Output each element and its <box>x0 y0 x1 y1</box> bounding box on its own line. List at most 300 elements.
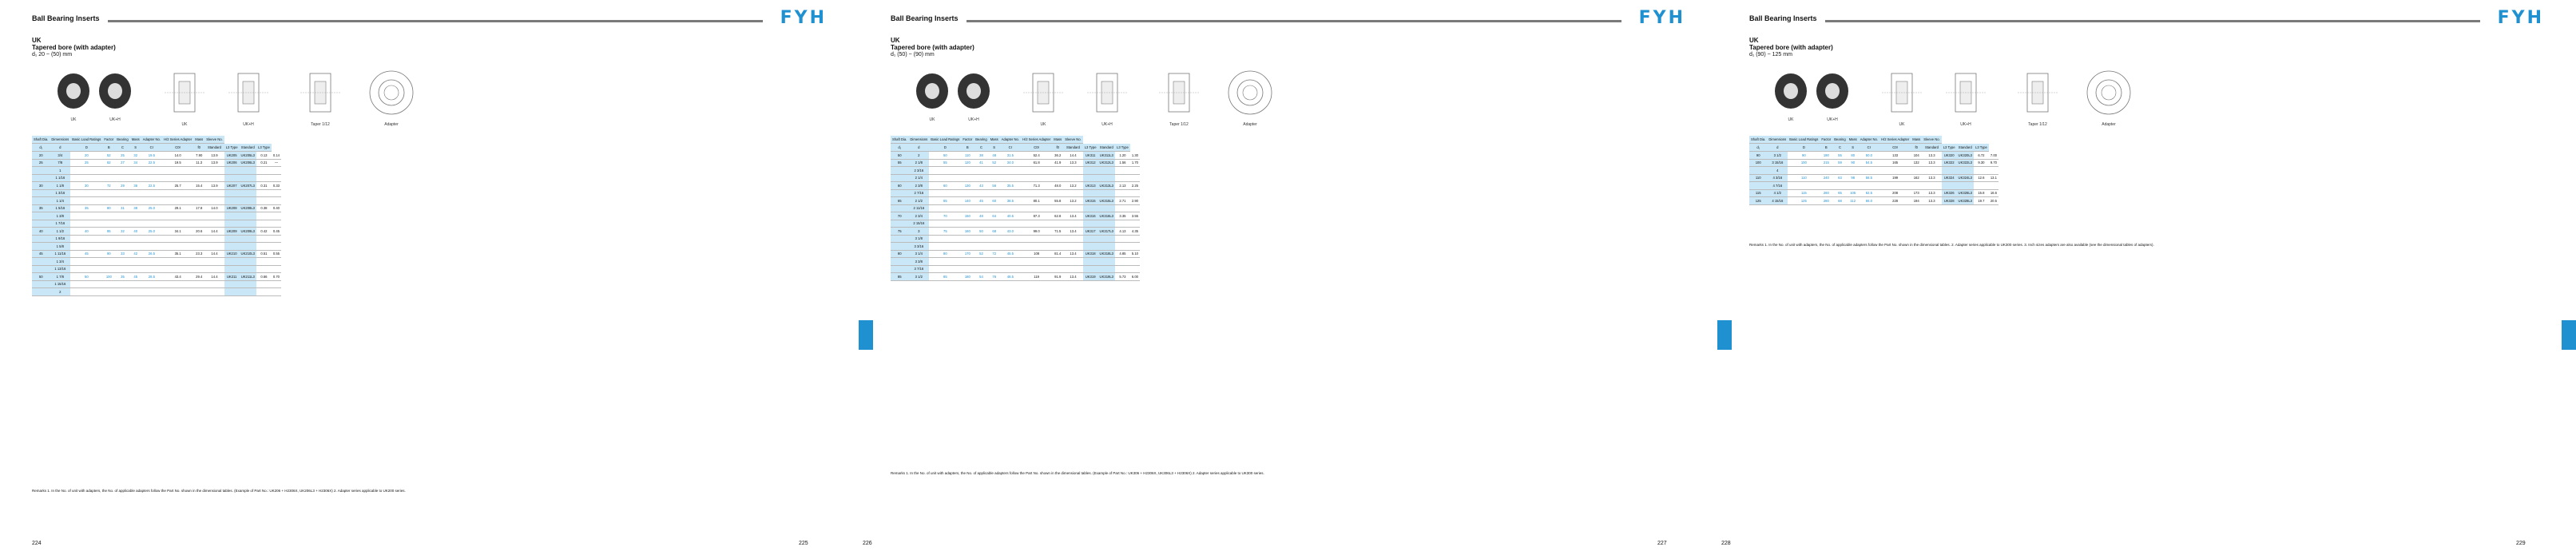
table-cell <box>115 212 129 220</box>
table-cell <box>162 280 193 288</box>
figure-section <box>160 69 209 127</box>
table-cell: UK319L3 <box>1098 273 1115 281</box>
shaft-dia-inch: 2 1/8 <box>908 159 929 167</box>
table-cell <box>929 167 961 175</box>
table-cell <box>130 288 141 296</box>
table-cell <box>240 235 256 243</box>
table-cell <box>1021 243 1052 251</box>
table-cell <box>974 174 988 182</box>
dimension-table <box>32 136 281 296</box>
figure-sleeve <box>1154 69 1204 127</box>
table-cell <box>974 220 988 228</box>
table-cell: 11.3 <box>193 159 204 167</box>
table-cell <box>102 258 115 266</box>
shaft-dia-inch: 1 5/16 <box>50 204 70 212</box>
table-cell <box>102 288 115 296</box>
table-cell <box>256 167 272 175</box>
shaft-dia-inch: 4 <box>1767 167 1788 175</box>
table-cell: 30 <box>70 182 102 190</box>
figure-sleeve <box>2013 69 2062 127</box>
table-header: d₁ <box>1749 144 1767 152</box>
table-row <box>32 265 281 273</box>
table-header: H/2 Series Adapter <box>1879 136 1911 144</box>
table-cell <box>224 197 240 205</box>
table-cell <box>1130 235 1140 243</box>
table-header-row <box>891 144 1140 152</box>
table-cell <box>224 280 240 288</box>
table-cell: 56 <box>989 182 1000 190</box>
figures <box>56 69 679 125</box>
table-row <box>891 152 1140 160</box>
shaft-dia-mm: 115 <box>1749 189 1767 197</box>
table-row <box>891 167 1140 175</box>
table-row <box>32 212 281 220</box>
table-cell: 133 <box>1879 152 1911 160</box>
shaft-dia-mm <box>891 258 908 266</box>
table-header: B <box>102 144 115 152</box>
table-cell <box>1021 204 1052 212</box>
table-header: Factor <box>102 136 115 144</box>
table-cell <box>961 220 974 228</box>
table-cell: 52 <box>989 159 1000 167</box>
table-cell: 110 <box>961 152 974 160</box>
header-title: Ball Bearing Inserts <box>32 14 100 22</box>
side-tab <box>859 320 873 350</box>
table-cell: 52.4 <box>1021 152 1052 160</box>
table-cell: 0.45 <box>272 228 281 236</box>
table-cell <box>272 288 281 296</box>
table-cell <box>256 243 272 251</box>
table-cell <box>1021 174 1052 182</box>
table-cell: 13.1 <box>1989 174 1998 182</box>
table-cell: 52 <box>974 250 988 258</box>
table-cell: 91.9 <box>1052 273 1063 281</box>
table-cell <box>1098 235 1115 243</box>
table-cell <box>1052 243 1063 251</box>
shaft-dia-mm: 75 <box>891 228 908 236</box>
table-cell: 13.3 <box>1922 189 1941 197</box>
table-cell <box>989 243 1000 251</box>
shaft-dia-inch: 1 7/8 <box>50 273 70 281</box>
shaft-dia-mm <box>32 189 50 197</box>
table-row <box>891 243 1140 251</box>
table-cell <box>1922 167 1941 175</box>
table-row <box>891 235 1140 243</box>
table-cell <box>1000 265 1021 273</box>
table-cell <box>1098 258 1115 266</box>
table-cell: UK324L3 <box>1957 174 1974 182</box>
figure-caption: UK <box>1788 117 1794 122</box>
table-cell: UK315 <box>1083 197 1098 205</box>
table-cell <box>1021 235 1052 243</box>
table-cell <box>929 174 961 182</box>
table-cell: UK320L3 <box>1957 152 1974 160</box>
table-header-row <box>1749 136 1998 144</box>
shaft-dia-inch: 1 <box>50 167 70 175</box>
page-228 <box>1717 0 2576 559</box>
figure-caption: UK <box>1040 122 1046 127</box>
table-cell <box>102 189 115 197</box>
table-cell <box>974 265 988 273</box>
table-cell <box>929 235 961 243</box>
table-cell: 0.33 <box>272 182 281 190</box>
table-cell: 80.1 <box>1021 197 1052 205</box>
table-cell <box>102 280 115 288</box>
table-cell <box>272 212 281 220</box>
table-cell: 81.4 <box>1052 250 1063 258</box>
table-cell <box>1879 167 1911 175</box>
shaft-dia-mm: 25 <box>32 159 50 167</box>
table-cell: 29.4 <box>193 273 204 281</box>
table-cell: 65 <box>929 197 961 205</box>
table-cell: 2.25 <box>1130 182 1140 190</box>
table-cell <box>1098 167 1115 175</box>
table-cell <box>130 220 141 228</box>
table-cell: 45 <box>70 250 102 258</box>
table-cell: 2.13 <box>1115 182 1130 190</box>
table-header: C <box>974 144 988 152</box>
table-cell: 13.2 <box>1063 182 1082 190</box>
table-cell <box>193 167 204 175</box>
table-cell: 15.8 <box>1974 189 1989 197</box>
table-cell <box>141 265 162 273</box>
table-cell <box>162 258 193 266</box>
shaft-dia-inch: 1 7/16 <box>50 220 70 228</box>
table-cell <box>1083 235 1098 243</box>
table-header: D <box>1788 144 1820 152</box>
table-cell <box>240 220 256 228</box>
table-cell <box>204 197 224 205</box>
table-cell <box>204 265 224 273</box>
table-cell <box>141 288 162 296</box>
shaft-dia-mm: 80 <box>891 250 908 258</box>
table-cell: 85 <box>929 273 961 281</box>
table-cell: 14.4 <box>204 228 224 236</box>
table-cell <box>141 174 162 182</box>
table-header: Standard <box>1957 144 1974 152</box>
shaft-dia-mm <box>32 220 50 228</box>
table-cell: 66.0 <box>1859 197 1879 205</box>
table-cell <box>272 174 281 182</box>
shaft-dia-inch: 3/4 <box>50 152 70 160</box>
shaft-dia-inch: 1 11/16 <box>50 250 70 258</box>
table-cell <box>102 174 115 182</box>
table-cell <box>141 258 162 266</box>
page-header <box>1749 8 2544 28</box>
table-cell <box>1083 258 1098 266</box>
table-header: H/2 Series Adapter <box>1021 136 1052 144</box>
table-cell: 13.4 <box>1063 273 1082 281</box>
table-cell: 40.5 <box>1000 212 1021 220</box>
table-cell: 9.30 <box>1974 159 1989 167</box>
table-cell: 13.3 <box>1922 197 1941 205</box>
table-cell <box>115 288 129 296</box>
table-header: C0r <box>1879 144 1911 152</box>
table-cell: 65 <box>1832 189 1847 197</box>
table-row <box>1749 159 1998 167</box>
table-row <box>32 250 281 258</box>
table-cell <box>1115 265 1130 273</box>
figures <box>1773 69 2396 125</box>
table-cell <box>1083 189 1098 197</box>
table-cell <box>102 220 115 228</box>
table-cell: 14.4 <box>204 250 224 258</box>
table-cell <box>240 197 256 205</box>
table-cell: 0.40 <box>272 204 281 212</box>
figure-caption: UK <box>1899 122 1905 127</box>
table-header: Bearing <box>1832 136 1847 144</box>
shaft-dia-inch: 3 1/2 <box>908 273 929 281</box>
table-cell <box>272 258 281 266</box>
table-cell <box>1000 167 1021 175</box>
series-subtitle: Tapered bore (with adapter) <box>891 44 974 51</box>
dimension-table <box>891 136 1140 281</box>
figure-circle <box>2085 69 2133 127</box>
table-header: Mass <box>1848 136 1859 144</box>
shaft-dia-inch: 2 <box>50 288 70 296</box>
shaft-dia-mm <box>891 265 908 273</box>
shaft-dia-inch: 2 11/16 <box>908 204 929 212</box>
table-cell: UK311 <box>1083 152 1098 160</box>
table-cell: 14.0 <box>162 152 193 160</box>
shaft-dia-inch: 1 3/8 <box>50 212 70 220</box>
table-header: Standard <box>204 144 224 152</box>
table-cell: 36.2 <box>1052 152 1063 160</box>
table-cell: 14.0 <box>204 204 224 212</box>
table-row <box>32 174 281 182</box>
table-cell: 130 <box>961 182 974 190</box>
table-cell <box>1063 167 1082 175</box>
table-cell <box>1788 182 1820 190</box>
table-cell: 54 <box>974 273 988 281</box>
table-cell <box>929 258 961 266</box>
table-cell <box>162 243 193 251</box>
table-cell <box>974 167 988 175</box>
dimension-table <box>1749 136 1998 205</box>
figure-caption: UK+H <box>109 117 121 122</box>
figure-caption: UK <box>929 117 935 122</box>
table-cell <box>162 220 193 228</box>
table-cell <box>204 280 224 288</box>
shaft-dia-inch: 3 1/4 <box>908 250 929 258</box>
table-cell: UK210 <box>224 250 240 258</box>
figure-ring <box>956 73 991 122</box>
shaft-dia-mm <box>32 167 50 175</box>
table-cell <box>224 243 240 251</box>
table-cell <box>1098 243 1115 251</box>
table-cell <box>240 288 256 296</box>
table-cell <box>1130 189 1140 197</box>
table-cell <box>224 258 240 266</box>
figure-ring <box>1815 73 1850 122</box>
table-cell <box>240 243 256 251</box>
shaft-dia-inch: 1 9/16 <box>50 235 70 243</box>
shaft-dia-mm <box>891 235 908 243</box>
table-cell: 260 <box>1820 189 1832 197</box>
table-cell: 32 <box>115 228 129 236</box>
table-cell <box>130 174 141 182</box>
table-cell: UK210L3 <box>240 250 256 258</box>
table-cell: 7.90 <box>193 152 204 160</box>
table-cell: 28.5 <box>141 273 162 281</box>
table-cell: 62.5 <box>1859 189 1879 197</box>
table-cell <box>961 204 974 212</box>
table-cell <box>204 235 224 243</box>
table-row <box>891 212 1140 220</box>
side-tab-right <box>2562 320 2576 350</box>
table-cell <box>130 212 141 220</box>
table-cell <box>1000 189 1021 197</box>
table-cell <box>1098 174 1115 182</box>
table-row <box>891 228 1140 236</box>
table-cell <box>256 212 272 220</box>
table-cell: 4.13 <box>1115 228 1130 236</box>
table-row <box>32 228 281 236</box>
table-cell <box>70 243 102 251</box>
table-cell: 0.38 <box>256 204 272 212</box>
figure-section2 <box>224 69 273 127</box>
table-header: L3 Type <box>224 144 240 152</box>
table-cell <box>961 189 974 197</box>
table-cell <box>1098 220 1115 228</box>
table-cell: 13.3 <box>1922 152 1941 160</box>
table-cell <box>1000 174 1021 182</box>
table-header-row <box>32 136 281 144</box>
table-cell: 55 <box>1832 152 1847 160</box>
table-cell <box>130 258 141 266</box>
table-cell: 50 <box>70 273 102 281</box>
table-cell: 35.1 <box>162 250 193 258</box>
table-cell <box>272 167 281 175</box>
table-row <box>1749 189 1998 197</box>
remarks: Remarks 1. In the No. of unit with adapters, the No. of applicable adapters follow the Part No. shown in the dimensional tables. (Example of Part No.: UK306 + H2306X, UK306L3 + H2306X) 2. Adapter series applicable to UK300 series. <box>891 471 1264 475</box>
table-cell <box>1052 220 1063 228</box>
figure-ring <box>56 73 91 122</box>
table-row <box>1749 182 1998 190</box>
table-cell: 208 <box>1879 189 1911 197</box>
table-cell <box>115 258 129 266</box>
figure-circle <box>367 69 415 127</box>
table-header: Mass <box>1052 136 1063 144</box>
table-cell: 48 <box>974 212 988 220</box>
figure-caption: Taper 1/12 <box>311 122 330 127</box>
table-cell: 194 <box>1911 197 1922 205</box>
table-cell <box>115 220 129 228</box>
table-cell <box>1000 220 1021 228</box>
shaft-dia-mm: 40 <box>32 228 50 236</box>
table-cell <box>130 280 141 288</box>
table-cell <box>115 167 129 175</box>
shaft-dia-inch: 4 3/16 <box>1767 174 1788 182</box>
table-cell: 1.70 <box>1130 159 1140 167</box>
table-cell <box>1083 174 1098 182</box>
table-cell: 20 <box>70 152 102 160</box>
table-cell <box>70 265 102 273</box>
table-header: Mass <box>193 136 204 144</box>
table-header: Adapter No. <box>1859 136 1879 144</box>
table-cell: UK318 <box>1083 250 1098 258</box>
shaft-dia-inch: 1 15/16 <box>50 280 70 288</box>
table-header: Mass <box>130 136 141 144</box>
table-cell <box>162 212 193 220</box>
table-cell: 50.0 <box>1859 152 1879 160</box>
table-cell: 5.10 <box>1130 250 1140 258</box>
shaft-dia-mm: 60 <box>891 182 908 190</box>
table-cell: UK209L3 <box>240 228 256 236</box>
table-cell: 80 <box>102 204 115 212</box>
table-cell <box>1083 265 1098 273</box>
figure-caption: Adapter <box>2102 122 2116 127</box>
shaft-dia-mm <box>891 220 908 228</box>
table-cell: 13.3 <box>1922 174 1941 182</box>
table-cell: 1.56 <box>1115 159 1130 167</box>
table-cell <box>102 167 115 175</box>
table-cell <box>130 265 141 273</box>
remarks: Remarks 1. In the No. of unit with adapters, the No. of applicable adapters follow the Part No. shown in the dimensional tables. 2. Adapter series applicable to UK300 series. 3. Inch sizes adapters are also available (see the dimensional tables of adapters). <box>1749 243 2154 247</box>
table-cell: 62.8 <box>1052 212 1063 220</box>
table-cell <box>240 212 256 220</box>
table-header: L3 Type <box>1115 144 1130 152</box>
table-cell: 75 <box>929 228 961 236</box>
table-cell: 80 <box>929 250 961 258</box>
header-rule <box>1825 20 2480 22</box>
table-header: Standard <box>1098 144 1115 152</box>
shaft-dia-mm: 45 <box>32 250 50 258</box>
shaft-dia-inch: 7/8 <box>50 159 70 167</box>
table-cell: 0.51 <box>256 250 272 258</box>
table-cell <box>1879 182 1911 190</box>
table-cell <box>115 197 129 205</box>
table-cell: 80 <box>1848 152 1859 160</box>
table-cell <box>224 189 240 197</box>
table-cell <box>204 288 224 296</box>
shaft-dia-mm <box>32 243 50 251</box>
table-cell <box>1130 174 1140 182</box>
table-cell: 125 <box>1788 197 1820 205</box>
table-cell: 1.20 <box>1115 152 1130 160</box>
table-cell <box>1115 243 1130 251</box>
table-header: Shaft Dia. <box>32 136 50 144</box>
table-header: Basic Load Ratings <box>1788 136 1820 144</box>
table-header: d₁ <box>891 144 908 152</box>
page-number-left: 228 <box>1721 541 1731 546</box>
table-cell <box>70 235 102 243</box>
page-number-left: 226 <box>863 541 872 546</box>
table-cell: 50 <box>974 228 988 236</box>
table-cell: 36 <box>130 182 141 190</box>
table-row <box>891 159 1140 167</box>
table-cell <box>1000 243 1021 251</box>
table-cell: 150 <box>961 212 974 220</box>
shaft-dia-mm <box>32 288 50 296</box>
table-cell <box>102 197 115 205</box>
table-cell: 12.6 <box>1974 174 1989 182</box>
series-name: UK <box>32 37 42 44</box>
table-cell: 108 <box>1021 250 1052 258</box>
table-cell <box>1115 258 1130 266</box>
table-cell: 2.71 <box>1115 197 1130 205</box>
table-cell: 98 <box>1848 174 1859 182</box>
shaft-dia-inch: 4 1/2 <box>1767 189 1788 197</box>
table-cell <box>929 243 961 251</box>
table-header: Shaft Dia. <box>891 136 908 144</box>
brand-logo: FYH <box>780 8 827 28</box>
table-row <box>32 197 281 205</box>
table-cell: 2.90 <box>1130 197 1140 205</box>
table-cell: 5.73 <box>1115 273 1130 281</box>
table-cell <box>1063 174 1082 182</box>
table-cell: 41.9 <box>1052 159 1063 167</box>
